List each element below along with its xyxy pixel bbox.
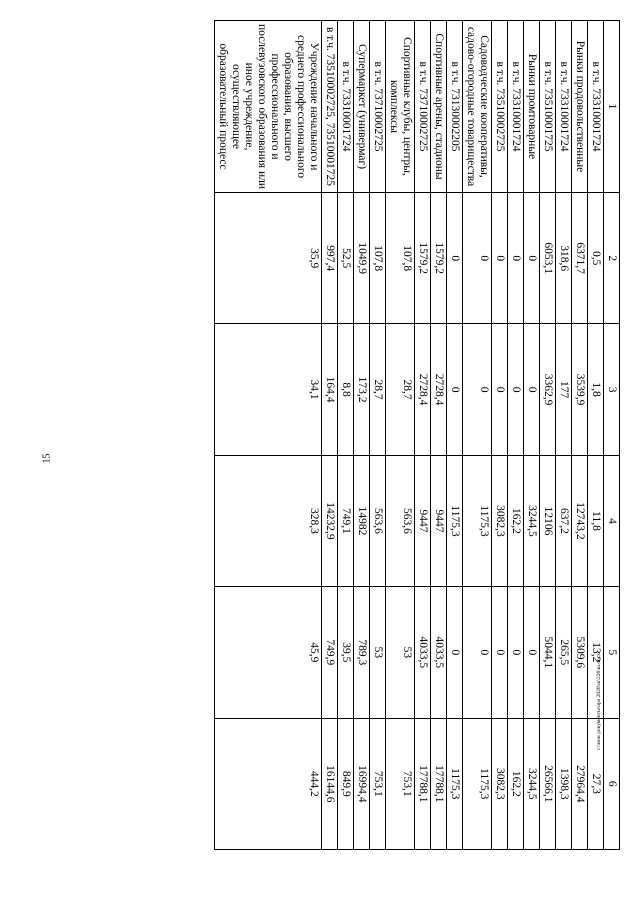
value-cell: 173,2 <box>354 324 370 455</box>
row-label-cell: Спортивные клубы, центры, комплексы <box>386 21 415 193</box>
data-table <box>214 20 620 850</box>
table-row <box>556 21 572 850</box>
value-cell: 1175,3 <box>447 718 463 849</box>
value-cell: 0 <box>524 193 540 324</box>
value-cell: 2728,4 <box>415 324 431 455</box>
value-cell: 28,7 <box>370 324 386 455</box>
value-cell: 16994,4 <box>354 718 370 849</box>
value-cell: 1175,3 <box>447 455 463 586</box>
value-cell: 177 <box>556 324 572 455</box>
value-cell: 0 <box>524 587 540 718</box>
value-cell: 6371,7 <box>572 193 588 324</box>
value-cell: 4033,5 <box>415 587 431 718</box>
rotated-table-container <box>90 20 620 850</box>
value-cell: 8,8 <box>338 324 354 455</box>
row-label-cell: в т.ч. 73510002725, 73510001725 <box>322 21 338 193</box>
value-cell: 3362,9 <box>540 324 556 455</box>
value-cell: 1049,9 <box>354 193 370 324</box>
value-cell: 6053,1 <box>540 193 556 324</box>
value-cell: 1175,3 <box>463 718 492 849</box>
value-cell: 39,5 <box>338 587 354 718</box>
value-cell: 17788,1 <box>415 718 431 849</box>
table-row <box>431 21 447 850</box>
table-row <box>370 21 386 850</box>
header-cell: 1 <box>604 21 620 193</box>
value-cell: 162,2 <box>508 455 524 586</box>
table-row <box>588 21 604 850</box>
value-cell: 45,9 <box>215 587 322 718</box>
value-cell: 997,4 <box>322 193 338 324</box>
table-row <box>540 21 556 850</box>
value-cell: 27,3 <box>588 718 604 849</box>
value-cell: 0 <box>463 324 492 455</box>
row-label-cell: в т.ч. 73310001724 <box>508 21 524 193</box>
value-cell: 162,2 <box>508 718 524 849</box>
value-cell: 849,9 <box>338 718 354 849</box>
value-cell: 53 <box>370 587 386 718</box>
value-cell: 0 <box>492 193 508 324</box>
value-cell: 9447 <box>415 455 431 586</box>
header-cell: 5 <box>604 587 620 718</box>
value-cell: 107,8 <box>386 193 415 324</box>
value-cell: 1579,2 <box>415 193 431 324</box>
row-label-cell: Садоводческие кооперативы, садово-огородные товарищества <box>463 21 492 193</box>
value-cell: 0 <box>463 587 492 718</box>
table-header-row <box>604 21 620 850</box>
table-row <box>322 21 338 850</box>
table-row <box>447 21 463 850</box>
table-row <box>572 21 588 850</box>
row-label-cell: Супермаркет (универмаг) <box>354 21 370 193</box>
value-cell: 637,2 <box>556 455 572 586</box>
table-row <box>215 21 322 850</box>
table-row <box>508 21 524 850</box>
table-row <box>415 21 431 850</box>
value-cell: 5044,1 <box>540 587 556 718</box>
header-cell: 2 <box>604 193 620 324</box>
value-cell: 3244,5 <box>524 455 540 586</box>
value-cell: 0,5 <box>588 193 604 324</box>
value-cell: 3082,3 <box>492 718 508 849</box>
value-cell: 27964,4 <box>572 718 588 849</box>
table-row <box>492 21 508 850</box>
value-cell: 107,8 <box>370 193 386 324</box>
value-cell: 14232,9 <box>322 455 338 586</box>
row-label-cell: Рынки продовольственные <box>572 21 588 193</box>
value-cell: 12743,2 <box>572 455 588 586</box>
value-cell: 0 <box>508 587 524 718</box>
value-cell: 11,8 <box>588 455 604 586</box>
value-cell: 2728,4 <box>431 324 447 455</box>
value-cell: 3539,9 <box>572 324 588 455</box>
row-label-cell: Учреждение начального и среднего профессионального образования, высшего профессионального и послевузовского образования или иное учреждение, осуществляющее образовательный процесс <box>215 21 322 193</box>
value-cell: 3082,3 <box>492 455 508 586</box>
value-cell: 4033,5 <box>431 587 447 718</box>
value-cell: 749,1 <box>338 455 354 586</box>
value-cell: 53 <box>386 587 415 718</box>
value-cell: 0 <box>447 324 463 455</box>
value-cell: 328,3 <box>215 455 322 586</box>
value-cell: 5309,6 <box>572 587 588 718</box>
value-cell: 34,1 <box>215 324 322 455</box>
table-row <box>463 21 492 850</box>
value-cell: 0 <box>447 587 463 718</box>
value-cell: 318,6 <box>556 193 572 324</box>
value-cell: 0 <box>492 587 508 718</box>
row-label-cell: Рынки промтоварные <box>524 21 540 193</box>
value-cell: 753,1 <box>386 718 415 849</box>
value-cell: 3244,5 <box>524 718 540 849</box>
page-number: 15 <box>41 453 53 464</box>
value-cell: 35,9 <box>215 193 322 324</box>
table-row <box>386 21 415 850</box>
value-cell: 0 <box>447 193 463 324</box>
header-cell: 3 <box>604 324 620 455</box>
table-row <box>354 21 370 850</box>
row-label-cell: в т.ч. 73310001724 <box>588 21 604 193</box>
row-label-cell: в т.ч. 73310001724 <box>338 21 354 193</box>
value-cell: 0 <box>508 324 524 455</box>
row-label-cell: в т.ч. 73510002725 <box>492 21 508 193</box>
value-cell: 563,6 <box>386 455 415 586</box>
value-cell: 0 <box>463 193 492 324</box>
value-cell: 12106 <box>540 455 556 586</box>
value-cell: 789,3 <box>354 587 370 718</box>
table-row <box>524 21 540 850</box>
row-label-cell: в т.ч. 73710002725 <box>415 21 431 193</box>
value-cell: 265,5 <box>556 587 572 718</box>
value-cell: 14982 <box>354 455 370 586</box>
value-cell: 563,6 <box>370 455 386 586</box>
row-label-cell: в т.ч. 73130002205 <box>447 21 463 193</box>
footer-file-path: c:\мои документы\ора 2020\ш\226\ш.docx <box>596 652 602 750</box>
value-cell: 28,7 <box>386 324 415 455</box>
table-row <box>338 21 354 850</box>
value-cell: 1175,3 <box>463 455 492 586</box>
value-cell: 9447 <box>431 455 447 586</box>
value-cell: 0 <box>524 324 540 455</box>
value-cell: 164,4 <box>322 324 338 455</box>
row-label-cell: в т.ч. 73310001724 <box>556 21 572 193</box>
header-cell: 4 <box>604 455 620 586</box>
value-cell: 753,1 <box>370 718 386 849</box>
value-cell: 26566,1 <box>540 718 556 849</box>
value-cell: 0 <box>492 324 508 455</box>
value-cell: 17788,1 <box>431 718 447 849</box>
row-label-cell: Спортивные арены, стадионы <box>431 21 447 193</box>
value-cell: 1579,2 <box>431 193 447 324</box>
value-cell: 13,2 <box>588 587 604 718</box>
row-label-cell: в т.ч. 73710002725 <box>370 21 386 193</box>
header-cell: 6 <box>604 718 620 849</box>
value-cell: 444,2 <box>215 718 322 849</box>
value-cell: 749,9 <box>322 587 338 718</box>
row-label-cell: в т.ч. 73510001725 <box>540 21 556 193</box>
value-cell: 0 <box>508 193 524 324</box>
value-cell: 52,5 <box>338 193 354 324</box>
value-cell: 16144,6 <box>322 718 338 849</box>
value-cell: 1,8 <box>588 324 604 455</box>
value-cell: 1398,3 <box>556 718 572 849</box>
